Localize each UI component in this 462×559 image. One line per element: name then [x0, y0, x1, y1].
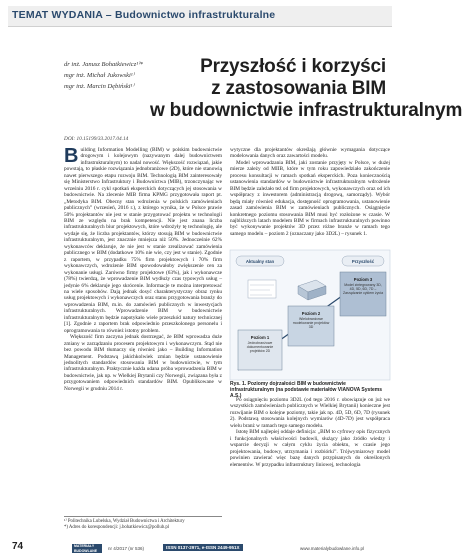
bim-levels-diagram: [230, 250, 390, 380]
figure-caption: Rys. 1. Poziomy dojrzałości BIM w budownictwie infrastrukturalnym (na podstawie materiałów VIANOVA Systems A.S.): [230, 381, 382, 399]
author-3: mgr inż. Marcin Dębiński¹⁾: [64, 83, 135, 90]
label-future-text: Przyszłość: [351, 259, 375, 264]
level-3-title: Poziom 3: [353, 277, 373, 282]
footnote-1: ¹⁾ Politechnika Lubelska, Wydział Budownictwa i Architektury: [64, 519, 185, 524]
paragraph-2: Większość firm zaczyna jednak dostrzegać, że BIM wprowadza duże zmiany w zarządzaniu procesem projektowym i wykonawczym. Stąd nie bez powodu BIM tłumaczy się również jako – Building Information Management. Podstawą jakichkolwiek zmian będzie ustanowienie jednolitych standardów stosowania BIM w budownictwie, w tym infrastrukturalnym. Praktycznie każda udana próba wprowadzenia BIM w budownictwie, jak np. w Wielkiej Brytanii czy Norwegii, związana była z przygotowaniem odpowiednich standardów BIM. Opublikowane w Norwegii w grudniu 2014 r.: [64, 334, 222, 392]
level-1-desc-wrap: [240, 341, 280, 367]
author-1: dr inż. Janusz Bohatkiewicz¹⁾*: [64, 61, 144, 68]
journal-logo: MATERIAŁY BUDOWLANE: [72, 544, 102, 553]
drawing-2d-icon: [248, 280, 276, 298]
right-paragraph-1: wytyczne dla projektantów określają głównie wymagania dotyczące modelowania danych oraz zawartości modelu.: [230, 147, 390, 160]
level-3-desc-wrap: [342, 283, 384, 313]
title-line-1: Przyszłość i korzyści: [200, 56, 386, 77]
level-2-desc: Wielobranżowe modelowanie projektów 3D: [292, 317, 330, 330]
right-paragraph-4: Istotę BIM najlepiej oddaje definicja: „BIM to cyfrowy opis fizycznych i funkcjonalnych właściwości budowli, służący jako źródło wiedzy i wsparcie decyzji w całym cyklu życia obiektu, w czasie jego projektowania, budowy, utrzymania i rozbiórki”. Trójwymiarowy model powinien zawierać więc bazę danych przypisanych do określonych elementów. W przypadku infrastruktury liniowej, technologia: [230, 429, 390, 468]
footnote-2: *) Adres do korespondencji: j.bohatkiewicz@pollub.pl: [64, 524, 170, 530]
level-1-desc: Jednobranżowe dokumentowanie projektów 2D: [246, 341, 274, 354]
doi-line: DOI: 10.15199/33.2017.04.14: [64, 136, 129, 142]
right-paragraph-3: Po osiągnięciu poziomu 3D2L (od tego 2016 r. obowiązuje on już we wszystkich zamówieniach publicznych w Wielkiej Brytanii) konieczne jest rozwijanie BIM o kolejne poziomy, takie jak np. 4D, 5D, 6D, 7D (rysunek 2). Podstawą stosowania kolejnych wymiarów (4D-7D) jest współpraca wielu branż w ramach tego samego modelu.: [230, 397, 390, 429]
title-line-2: z zastosowania BIM: [211, 78, 386, 99]
level-1-title: Poziom 1: [250, 335, 270, 340]
level-2-title: Poziom 2: [301, 311, 321, 316]
left-column: [64, 147, 222, 392]
page-footer: [8, 541, 392, 555]
journal-url[interactable]: www.materialybudowlane.info.pl: [300, 546, 365, 551]
footnotes: [64, 516, 222, 531]
page-number: 74: [12, 541, 24, 552]
author-2: mgr inż. Michał Jukowski¹⁾: [64, 72, 135, 79]
right-column-bottom: [230, 397, 390, 468]
level-2-desc-wrap: [290, 317, 332, 343]
issue-number: nr 4/2017 (nr 536): [108, 546, 145, 551]
bim-maturity-figure: [230, 250, 390, 380]
level-3-desc: Model zintegrowany 3D, 4D, 5D, 6D, 7D – Zarządzanie cyklem życia: [342, 283, 384, 296]
paragraph-1: [64, 147, 222, 334]
section-title: TEMAT WYDANIA – Budownictwo infrastrukturalne: [12, 9, 276, 21]
article-title: [150, 56, 462, 122]
drop-cap: B: [64, 145, 79, 167]
label-current-state-text: Aktualny stan: [245, 259, 275, 264]
right-paragraph-2: Model wprowadzania BIM, jaki zostanie przyjęty w Polsce, w dużej mierze zależy od MIIB, które w tym roku zapowiedziało zakończenie procesu konsultacji w ramach spotkań eksperckich. Poza koniecznością ustanowienia standardów w budownictwie infrastrukturalnym wdrożenie BIM będzie zależało też od firm projektowych, wykonawczych oraz od ich współpracy z inwestorem (administracją drogową, samorządy). Wybór będą miały również edukacja, dostępność oprogramowania, ustanowienie zasad zamówienia BIM w zamówieniach publicznych. Osiągnięcie konkretnego poziomu stosowania BIM musi być rozłożone w czasie. W najbliższych latach modelem BIM w firmach infrastrukturalnych powinno być wykonywanie projektów 3D przez różne branże w ramach tego samego modelu – poziom 2 (oznaczany jako 3D2L) – rysunek 1.: [230, 159, 390, 237]
title-line-3: w budownictwie infrastrukturalnym: [150, 100, 462, 121]
issn-badge: ISSN 0137-2971, e-ISSN 2449-951X: [163, 544, 243, 551]
right-column-top: [230, 147, 390, 237]
paragraph-1-text: uilding Information Modelling (BIM) w polskim budownictwie drogowym i kolejowym (nazywanym dalej budownictwem infrastrukturalnym) to nadal nowość. Większość rozwiązań, jakie powstają, to płaskie rozwiązania jednobranżowe (2D), które nie stanowią nawet pierwszego etapu rozwoju BIM. Technologią BIM zainteresowały się Ministerstwo Infrastruktury i Budownictwa (MIB), trzonczynając we wrześniu 2016 r. cykl spotkań eksperckich dotyczących jej stosowania w budownictwie. Na zlecenie MIB firma KPMG przygotowała raport pt. „Metodyka BIM. Obecny stan wdrożenia w polskich zamówieniach publicznych” (wrzesień, 2016 r.), z którego wynika, że w Polsce prawie 50% projektantów nie jest w stanie przygotować projektu w technologii BIM ze względu na brak kompetencji. Nie jest znana liczba infrastrukturalnych biur projektowych, które wdrożyły tę technologię, ale wydaje się, że liczba projektantów, którzy stosują BIM w budownictwie infrastrukturalnym, jest znacznie mniejsza niż 50%. Jednocześnie 62% wykonawców deklaruje, że nie jest w stanie zrealizować zamówienia publicznego w BIM (dodatkowe 10% nie wie, czy jest w stanie). Zgodnie z raportem, w przypadku 75% firm projektowych i 70% firm wykonawczych, wdrożenie BIM spowodowałoby zwiększenie cen za wykonanie usługi. Zarówno firmy projektowe (63%), jak i wykonawcze (78%) twierdzą, że wprowadzenie BIM wydłuży czas typowych usług – jedynie 6% deklaruje jego skrócenie. Informacje te można interpretować na wiele sposobów. Dają jednak dosyć charakterystyczny obraz rynku usług projektowych i wykonawczych oraz stanu przygotowania branży do wprowadzenia BIM, m.in. do zamówień publicznych w inwestycjach infrastrukturalnych. Wprowadzenie BIM w budownictwie infrastrukturalnym będzie napotykało wiele przeszkód natury technicznej [1]. Zgodnie z raportem brak odpowiednio przeszkolonego personelu i oprogramowania to również istotny problem.: [64, 147, 222, 334]
